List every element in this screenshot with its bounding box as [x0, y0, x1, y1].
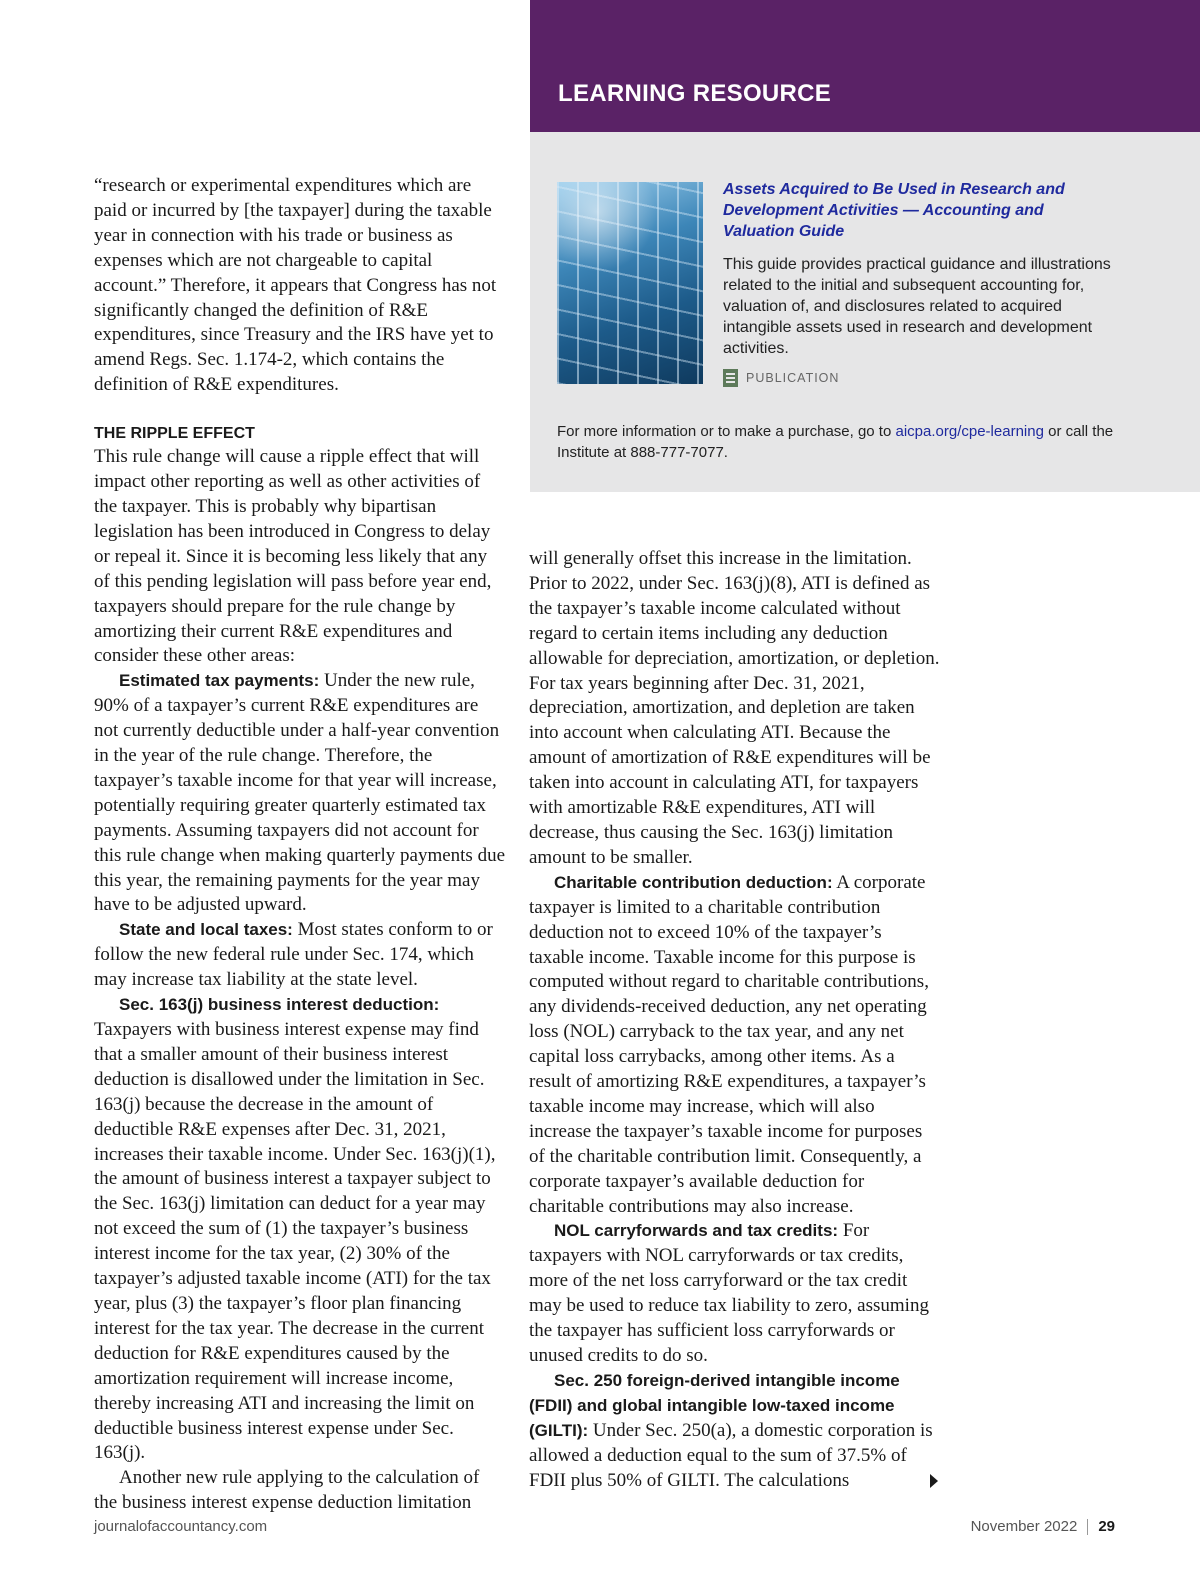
- book-cover-image[interactable]: [557, 182, 703, 384]
- publication-icon: [723, 369, 738, 387]
- paragraph: “research or experimental expenditures which are paid or incurred by [the taxpayer] during the taxable year in connection with his trade or business as expenses which are not chargeable to capital account.” Therefore, it appears that Congress has not significantly changed the definition of R&E expenditures, since Treasury and the IRS have yet to amend Regs. Sec. 1.174-2, which contains the definition of R&E expenditures.: [94, 175, 497, 396]
- run-in-heading: Estimated tax payments:: [119, 671, 320, 691]
- paragraph-charitable: [529, 871, 941, 1220]
- paragraph-text: Under the new rule, 90% of a taxpayer’s current R&E expenditures are not currently deductible under a half-year convention in the year of the rule change. Therefore, the taxpayer’s taxable income for that year will increase, potentially requiring greater quarterly estimated tax payments. Assuming taxpayers did not account for this rule change when making quarterly payments due this year, the remaining payments for the year may have to be adjusted upward.: [94, 670, 506, 916]
- right-column: [529, 547, 941, 1493]
- footer-site: journalofaccountancy.com: [94, 1518, 268, 1535]
- learning-resource-header: [530, 0, 1200, 132]
- paragraph-state-local: [94, 918, 506, 993]
- paragraph: will generally offset this increase in the limitation. Prior to 2022, under Sec. 163(j)(8), ATI is defined as the taxpayer’s taxable income calculated without regard to certain items including any deduction allowable for depreciation, amortization, or depletion. For tax years beginning after Dec. 31, 2021, depreciation, amortization, and depletion are taken into account when calculating ATI. Because the amount of amortization of R&E expenditures will be taken into account in calculating ATI, for taxpayers with amortizable R&E expenditures, ATI will decrease, thus causing the Sec. 163(j) limitation amount to be smaller.: [529, 548, 940, 868]
- section-heading: THE RIPPLE EFFECT: [94, 425, 255, 443]
- paragraph-text: Most states conform to or follow the new federal rule under Sec. 174, which may increase tax liability at the state level.: [94, 919, 493, 991]
- paragraph-text: Under Sec. 250(a), a domestic corporation is allowed a deduction equal to the sum of 37.5% of FDII plus 50% of GILTI. The calculations: [529, 1419, 933, 1491]
- run-in-heading: Sec. 163(j) business interest deduction:: [119, 995, 440, 1015]
- paragraph-fdii: [529, 1369, 941, 1494]
- learning-resource-title: LEARNING RESOURCE: [558, 80, 832, 107]
- paragraph-business-interest: [94, 993, 506, 1466]
- continue-arrow-icon: [930, 1474, 938, 1488]
- paragraph: Another new rule applying to the calculation of the business interest expense deduction limitation: [94, 1467, 480, 1514]
- footer-divider: [1087, 1519, 1088, 1535]
- learning-resource-box: [530, 132, 1200, 492]
- cpe-learning-link[interactable]: aicpa.org/cpe-learning: [895, 423, 1044, 440]
- resource-type-label: PUBLICATION: [746, 371, 840, 385]
- image-glare: [557, 182, 657, 272]
- paragraph-text: A corporate taxpayer is limited to a charitable contribution deduction not to exceed 10% of the taxpayer’s taxable income. Taxable income for this purpose is computed without regard to charitable contributions, any dividends-received deduction, any net operating loss (NOL) carryback to the tax year, and any net capital loss carrybacks, among other items. As a result of amortizing R&E expenditures, a taxpayer’s taxable income may increase, which will also increase the taxpayer’s taxable income for purposes of the charitable contribution limit. Consequently, a corporate taxpayer’s available deduction for charitable contributions may also increase.: [529, 871, 929, 1217]
- book-title-link[interactable]: Assets Acquired to Be Used in Research and Development Activities — Accounting and Valuation Guide: [723, 181, 1065, 240]
- run-in-heading: Charitable contribution deduction:: [554, 872, 833, 892]
- run-in-heading: State and local taxes:: [119, 920, 293, 940]
- paragraph-text: For taxpayers with NOL carryforwards or tax credits, more of the net loss carryforward or the tax credit may be used to reduce tax liability to zero, assuming the taxpayer has sufficient loss carryforwards or unused credits to do so.: [529, 1220, 929, 1366]
- run-in-heading: Sec. 250 foreign-derived intangible income (FDII) and global intangible low-taxed income (GILTI):: [529, 1370, 900, 1440]
- footer-date: November 2022: [970, 1518, 1078, 1535]
- paragraph-nol: [529, 1219, 941, 1368]
- run-in-heading: NOL carryforwards and tax credits:: [554, 1221, 839, 1241]
- paragraph: This rule change will cause a ripple effect that will impact other reporting as well as other activities of the taxpayer. This is probably why bipartisan legislation has been introduced in Congress to delay or repeal it. Since it is becoming less likely that any of this pending legislation will pass before year end, taxpayers should prepare for the rule change by amortizing their current R&E expenditures and consider these other areas:: [94, 446, 492, 667]
- page-number: 29: [1098, 1518, 1115, 1535]
- resource-type: [723, 368, 839, 388]
- paragraph-estimated-tax: [94, 669, 506, 918]
- purchase-info-suffix: or call the Institute at 888-777-7077.: [557, 423, 1114, 461]
- book-description: This guide provides practical guidance and illustrations related to the initial and subsequent accounting for, valuation of, and disclosures related to acquired intangible assets used in research and development activities.: [723, 256, 1111, 357]
- footer-info: [971, 1518, 1115, 1535]
- purchase-info-prefix: For more information or to make a purchase, go to: [557, 423, 896, 440]
- left-column: [94, 174, 506, 1516]
- purchase-info: [557, 421, 1147, 463]
- paragraph-text: Taxpayers with business interest expense may find that a smaller amount of their business interest deduction is disallowed under the limitation in Sec. 163(j) because the decrease in the amount of deductible R&E expenses after Dec. 31, 2021, increases their taxable income. Under Sec. 163(j)(1), the amount of business interest a taxpayer subject to the Sec. 163(j) limitation can deduct for a year may not exceed the sum of (1) the taxpayer’s business interest income for the tax year, (2) 30% of the taxpayer’s adjusted taxable income (ATI) for the tax year, plus (3) the taxpayer’s floor plan financing interest for the tax year. The decrease in the current deduction for R&E expenditures caused by the amortization requirement will increase income, thereby increasing ATI and increasing the limit on deductible business interest expense under Sec. 163(j).: [94, 1019, 496, 1464]
